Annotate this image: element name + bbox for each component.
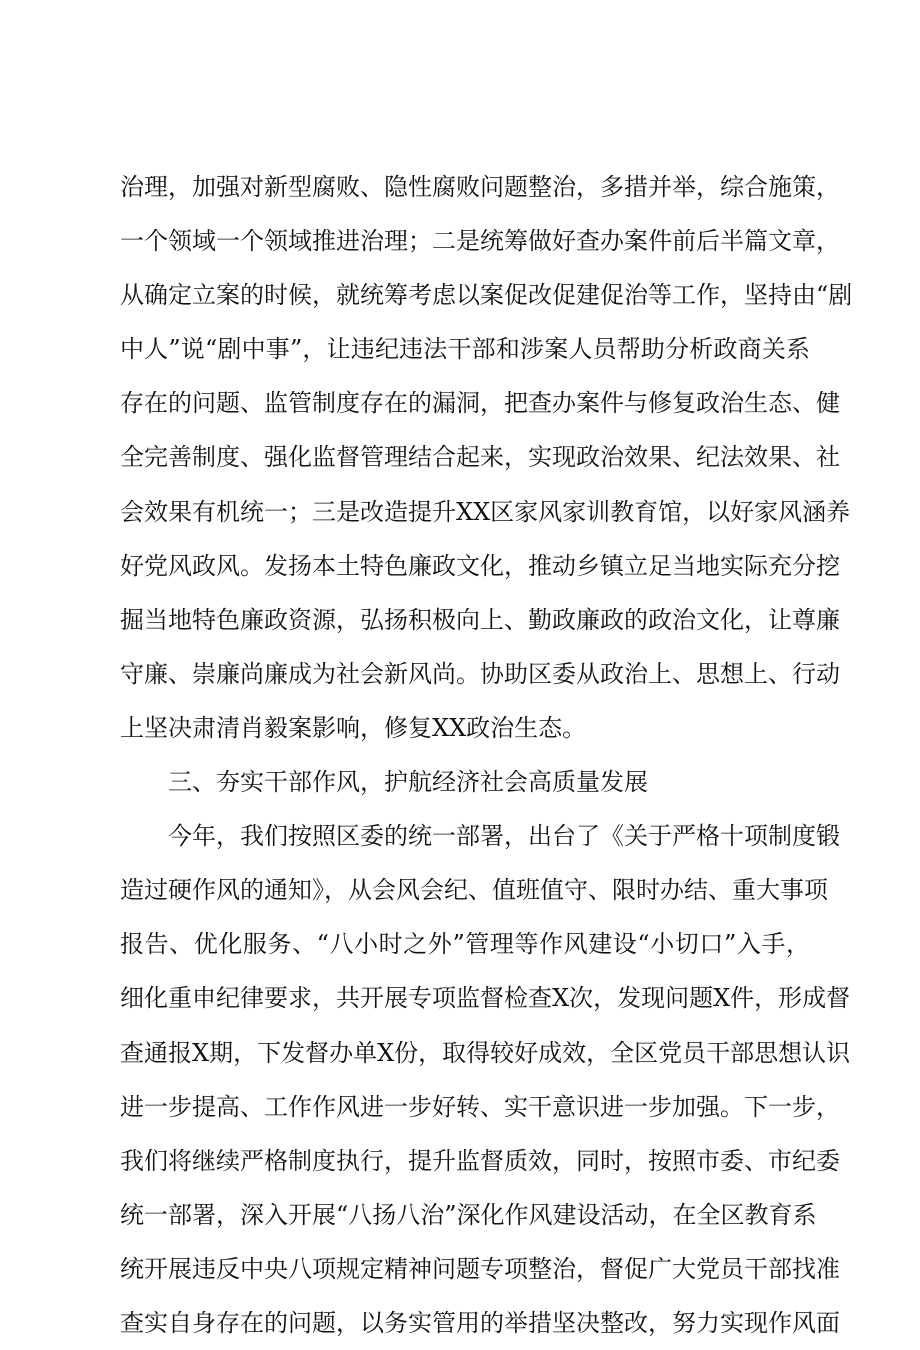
paragraph-2-line: 统一部署，深入开展“八扬八治”深化作风建设活动，在全区教育系 (120, 1200, 817, 1229)
section-heading: 三、夯实干部作风，护航经济社会高质量发展 (168, 768, 648, 797)
paragraph-2-line: 报告、优化服务、“八小时之外”管理等作风建设“小切口”入手， (120, 930, 810, 959)
paragraph-1-line: 从确定立案的时候，就统筹考虑以案促改促建促治等工作，坚持由“剧 (120, 281, 853, 310)
paragraph-1-line: 好党风政风。发扬本土特色廉政文化，推动乡镇立足当地实际充分挖 (120, 551, 840, 580)
paragraph-2-line: 查实自身存在的问题，以务实管用的举措坚决整改，努力实现作风面 (120, 1308, 840, 1337)
paragraph-2-line: 造过硬作风的通知》，从会风会纪、值班值守、限时办结、重大事项 (120, 876, 828, 905)
paragraph-1-line: 会效果有机统一；三是改造提升XX区家风家训教育馆，以好家风涵养 (120, 497, 851, 526)
paragraph-2-line: 细化重申纪律要求，共开展专项监督检查X次，发现问题X件，形成督 (120, 984, 851, 1013)
paragraph-1-line: 治理，加强对新型腐败、隐性腐败问题整治，多措并举，综合施策， (120, 173, 840, 201)
paragraph-1-line: 守廉、崇廉尚廉成为社会新风尚。协助区委从政治上、思想上、行动 (120, 659, 840, 688)
paragraph-1-line: 存在的问题、监管制度存在的漏洞，把查办案件与修复政治生态、健 (120, 389, 840, 418)
paragraph-1-line: 全完善制度、强化监督管理结合起来，实现政治效果、纪法效果、社 (120, 443, 840, 472)
paragraph-1-line: 中人”说“剧中事”，让违纪违法干部和涉案人员帮助分析政商关系 (120, 335, 810, 364)
paragraph-1-line: 上坚决肃清肖毅案影响，修复XX政治生态。 (120, 713, 587, 742)
paragraph-2-line: 进一步提高、工作作风进一步好转、实干意识进一步加强。下一步， (120, 1092, 840, 1121)
paragraph-1-line: 一个领域一个领域推进治理；二是统筹做好查办案件前后半篇文章， (120, 227, 840, 256)
document-body (120, 160, 853, 1350)
paragraph-2-line: 我们将继续严格制度执行，提升监督质效，同时，按照市委、市纪委 (120, 1146, 840, 1175)
paragraph-2-line: 今年，我们按照区委的统一部署，出台了《关于严格十项制度锻 (168, 822, 840, 851)
paragraph-1-line: 掘当地特色廉政资源，弘扬积极向上、勤政廉政的政治文化，让尊廉 (120, 605, 840, 634)
paragraph-2-line: 统开展违反中央八项规定精神问题专项整治，督促广大党员干部找准 (120, 1254, 840, 1283)
paragraph-2-line: 查通报X期，下发督办单X份，取得较好成效，全区党员干部思想认识 (120, 1038, 851, 1067)
